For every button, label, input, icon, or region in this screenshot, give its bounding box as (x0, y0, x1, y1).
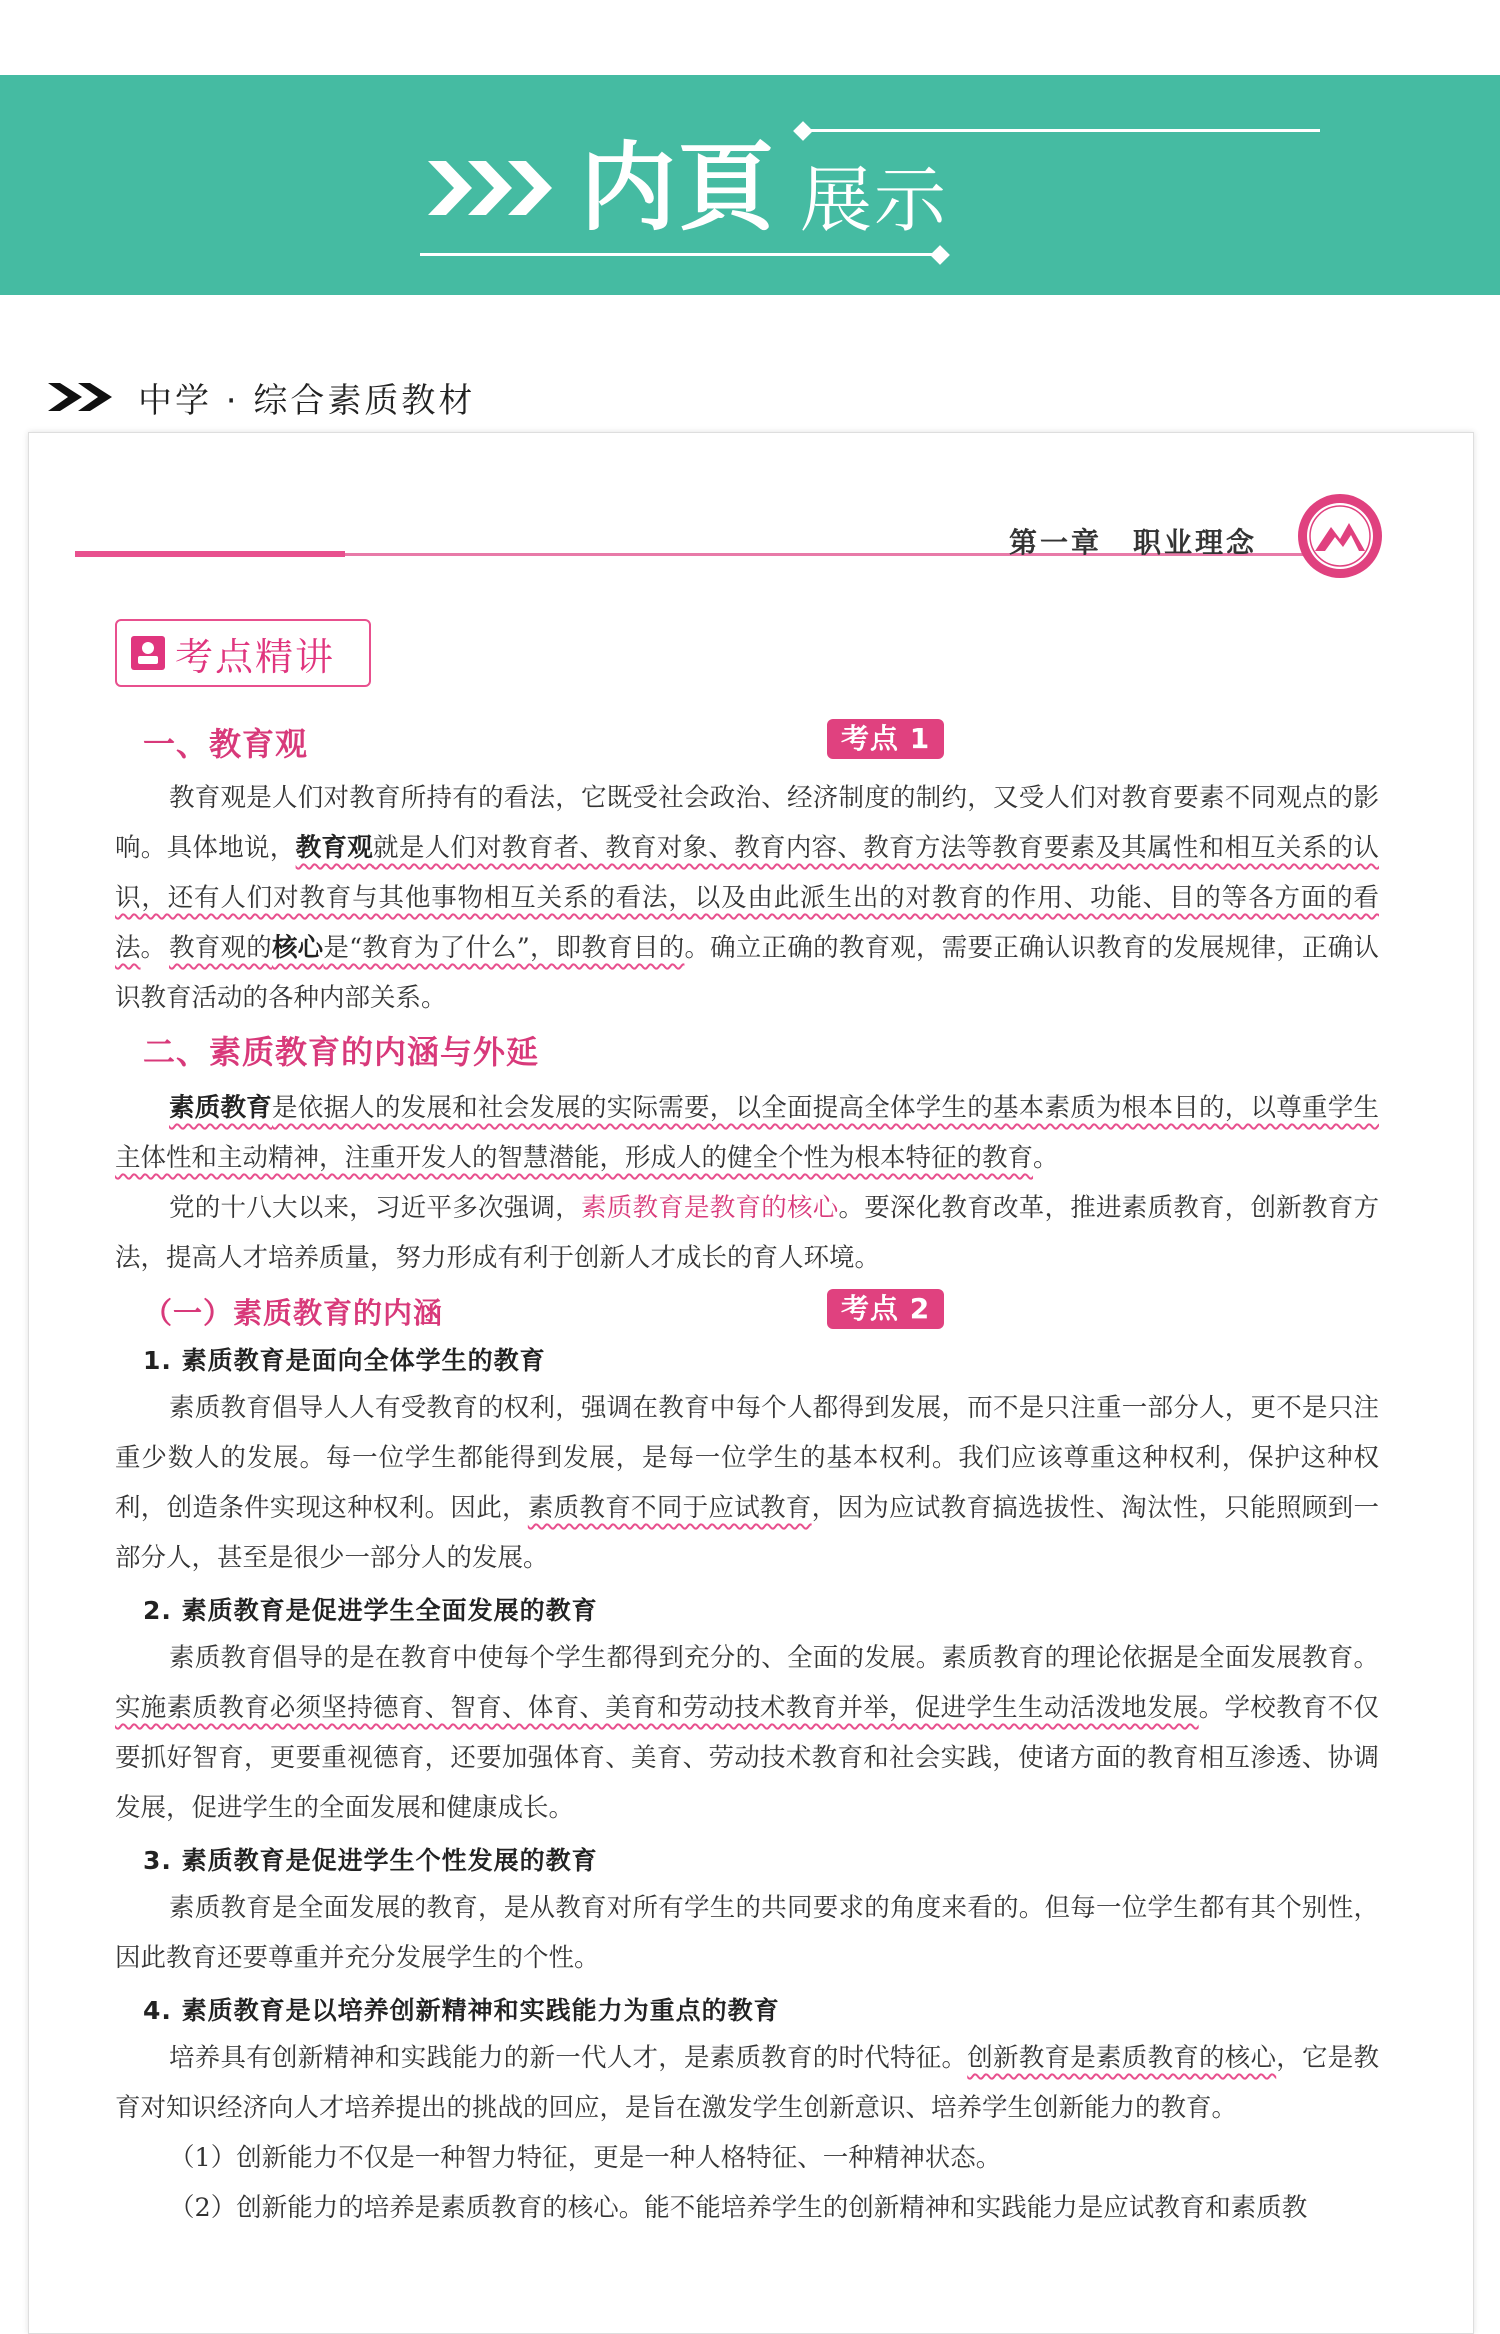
subsection-title-1: （一）素质教育的内涵 (143, 1296, 444, 1330)
section-title-1: 一、教育观 (143, 725, 309, 763)
header-rule-accent (75, 551, 345, 557)
paragraph-point-2 (115, 1633, 1379, 1833)
book-label-text: 中学 · 综合素质教材 (138, 380, 476, 421)
text-run: 素质教育倡导的是在教育中使每个学生都得到充分的、全面的发展。素质教育的理论依据是全面发展教育。 (169, 1643, 1379, 1673)
exam-points-title: 考点精讲 (175, 634, 336, 679)
text-run: 素质教育倡导人人有受教育的权利，强调在教育中每个人都得到发展，而不是只注重一部分人，更不是只注重少数人的发展。每一位学生都能得到发展，是每一位学生的基本权利。我们应该尊重这种权利，保护这种权利，创造条件实现这种权利。因此， (115, 1393, 1379, 1523)
list-item-2: （2）创新能力的培养是素质教育的核心。能不能培养学生的创新精神和实践能力是应试教育和素质教 (169, 2193, 1308, 2223)
highlighted-text: 素质教育是教育的核心 (581, 1193, 839, 1223)
section-title-2: 二、素质教育的内涵与外延 (143, 1033, 540, 1071)
bold-term: 教育观 (295, 833, 374, 863)
exam-point-badge-2: 考点 2 (827, 1289, 944, 1329)
text-run: 。 (1033, 1143, 1059, 1173)
header-banner (0, 75, 1500, 295)
triple-chevron-icon (428, 153, 568, 223)
banner-title: 内頁 (580, 132, 776, 244)
banner-line-bottom (420, 253, 940, 256)
list-item-1: （1）创新能力不仅是一种智力特征，更是一种人格特征、一种精神状态。 (169, 2143, 1002, 2173)
book-page (28, 432, 1474, 2334)
text-run: ，它是教育对知识经济向人才培养提出的挑战的回应，是旨在激发学生创新意识、培养学生创新能力的教育。 (115, 2043, 1379, 2123)
text-run: 。确立正确的教育观，需要正确认识教育的发展规律，正确认识教育活动的各种内部关系。 (115, 933, 1379, 1013)
banner-diamond-bottom (930, 245, 950, 265)
text-run: 党的十八大以来，习近平多次强调， (169, 1193, 581, 1223)
exam-points-box (115, 619, 371, 687)
person-card-icon (131, 636, 165, 670)
text-run: 教育观是人们对教育所持有的看法，它既受社会政治、经济制度的制约，又受人们对教育要素不同观点的影响。具体地说， (115, 783, 1379, 863)
underlined-text: 教育观的 (169, 933, 272, 963)
bold-term: 核心 (271, 933, 324, 963)
point-heading-4: 4. 素质教育是以培养创新精神和实践能力为重点的教育 (143, 1996, 780, 2025)
point-heading-1: 1. 素质教育是面向全体学生的教育 (143, 1346, 546, 1375)
underlined-text: 创新教育是素质教育的核心 (967, 2043, 1277, 2073)
text-run: 。 (140, 933, 167, 963)
banner-line-top (800, 129, 1320, 132)
chapter-header: 第一章 职业理念 (1009, 526, 1258, 559)
point-heading-2: 2. 素质教育是促进学生全面发展的教育 (143, 1596, 598, 1625)
underlined-text: 实施素质教育必须坚持德育、智育、体育、美育和劳动技术教育并举，促进学生生动活泼地发展 (115, 1693, 1199, 1723)
text-run: 。学校教育不仅要抓好智育，更要重视德育，还要加强体育、美育、劳动技术教育和社会实践，使诸方面的教育相互渗透、协调发展，促进学生的全面发展和健康成长。 (115, 1693, 1379, 1823)
exam-point-badge-1: 考点 1 (827, 719, 944, 759)
paragraph-s2-1 (115, 1083, 1379, 1183)
underlined-text: 是“教育为了什么”，即教育目的 (323, 933, 685, 963)
double-arrow-icon (48, 379, 128, 415)
text-run: 。要深化教育改革，推进素质教育，创新教育方法，提高人才培养质量，努力形成有利于创新人才成长的育人环境。 (115, 1193, 1379, 1273)
underlined-text: 是依据人的发展和社会发展的实际需要，以全面提高全体学生的基本素质为根本目的，以尊重学生主体性和主动精神，注重开发人的智慧潜能，形成人的健全个性为根本特征的教育 (115, 1093, 1379, 1173)
underlined-text: 素质教育不同于应试教育 (527, 1493, 812, 1523)
paragraph-point-3: 素质教育是全面发展的教育，是从教育对所有学生的共同要求的角度来看的。但每一位学生都有其个别性，因此教育还要尊重并充分发展学生的个性。 (115, 1893, 1379, 1973)
banner-subtitle: 展示 (800, 158, 949, 242)
text-run: 培养具有创新精神和实践能力的新一代人才，是素质教育的时代特征。 (169, 2043, 968, 2073)
banner-diamond-top (793, 121, 813, 141)
paragraph-s2-2 (115, 1183, 1379, 1283)
point-heading-3: 3. 素质教育是促进学生个性发展的教育 (143, 1846, 598, 1875)
paragraph-point-4 (115, 2033, 1379, 2133)
book-label (48, 372, 475, 422)
bold-term: 素质教育 (169, 1093, 272, 1123)
paragraph-s1-2 (115, 923, 1379, 1023)
underlined-text: 就是人们对教育者、教育对象、教育内容、教育方法等教育要素及其属性和相互关系的认识，还有人们对教育与其他事物相互关系的看法，以及由此派生出的对教育的作用、功能、目的等各方面的看法 (115, 833, 1379, 963)
text-run: ，因为应试教育搞选拔性、淘汰性，只能照顾到一部分人，甚至是很少一部分人的发展。 (115, 1493, 1379, 1573)
publisher-logo-icon (1295, 491, 1385, 581)
paragraph-point-1 (115, 1383, 1379, 1583)
